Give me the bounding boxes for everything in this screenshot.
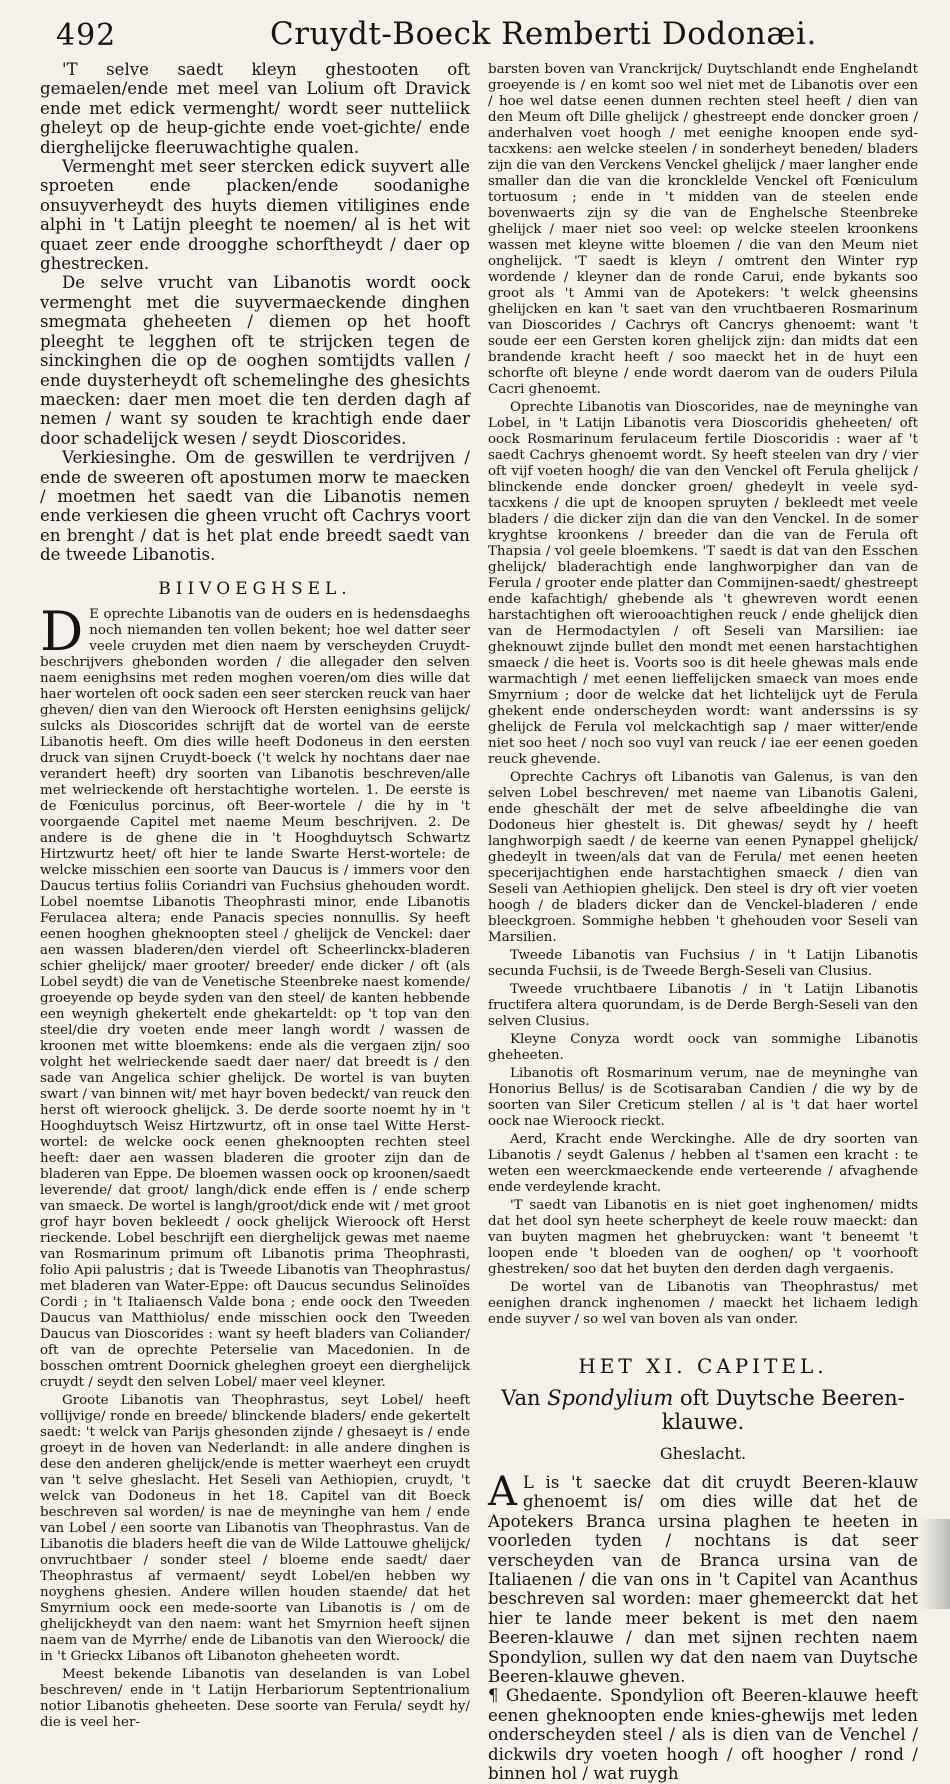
paragraph-wortel: De wortel van de Libanotis van Theophrastus/ met eenighen dranck inghenomen / maeckt het lichaem ledigh ende suyver / so wel van boven als van onder. (488, 1280, 918, 1327)
chapter-text: L is 't saecke dat dit cruydt Beeren-klauw ghenoemt is/ om dies wille dat het de Apotekers Branca ursina plaghen te heeten in voorleden tyden / nochtans is dat seer verscheyden van de Branca ursina van de Italiaenen / die van ons in 't Capitel van Acanthus beschreven sal worden: maer ghemeerckt dat het hier te lande meer bekent is met den naem Beeren-klauwe / dan met sijnen rechten naem Spondylion, sullen wy dat den naem van Duytsche Beeren-klauwe gheven. (488, 1473, 918, 1687)
paragraph-oprechte-libanotis: Oprechte Libanotis van Dioscorides, nae de meyninghe van Lobel, in 't Latijn Libanotis vera Dioscoridis gheheeten/ oft oock Rosmarinum ferulaceum fertile Dioscoridis : waer af 't saedt Cachrys ghenoemt wordt. Sy heeft steelen van dry / vier oft vijf voeten hoogh/ die van den Venckel oft Ferula ghelijck / blinckende ende doncker groen/ ghedeylt in veele syd-tacxkens / die upt de knoopen spruyten / bekleedt met veele bladers / die dicker zijn dan die van den Venckel. In de somer kryghtse kroonkens / breeder dan die van de Ferula oft Thapsia / vol geele bloemkens. 'T saedt is dat van den Esschen ghelijck/ bladerachtigh ende langhworpigher dan van de Ferula / grooter ende platter dan Commijnen-saedt/ ghestreept ende kafachtigh/ ghebende als 't ghewreven wordt eenen harstachtighen oft wierooachtighen reuck / ende ghelijck dien van de Hermodactylen / oft Seseli van Marsilien: iae gheknouwt zijnde bullet den mondt met eenen harstachtighen smaeck / die heet is. Voorts soo is dit heele ghewas mals ende warmachtigh / met eenen lieffelijcken smaeck van moes ende Smyrnium ; door de welcke dat het lichtelijck uyt de Ferula ghekent ende onderscheyden wordt: want anderssins is sy ghelijck de Ferula vol melckachtigh sap / maer witter/ende niet soo heet / noch soo vuyl van reuck / iae eer eenen goeden reuck ghevende. (488, 400, 918, 767)
page-number: 492 (56, 18, 117, 53)
paragraph-verkiesinghe: Verkiesinghe. Om de geswillen te verdrijven / ende de sweeren oft apostumen morw te maecken / moetmen het saedt van die Libanotis nemen ende verkiesen die gheen vrucht oft Cachrys voort en brenght / dat is het plat ende breedt saedt van de tweede Libanotis. (40, 448, 470, 565)
bijvoeghsel-heading: BIIVOEGHSEL. (158, 578, 352, 599)
paragraph-saedt: 'T saedt van Libanotis en is niet goet inghenomen/ midts dat het dool syn heete scherpheyt de keele rouw maeckt: dan van buyten magmen het ghebruycken: want 't beneemt 't loopen ende 't bloeden van de ooghen/ op 't voorhooft ghestreken/ soo dat het buyten den derden dagh vergaenis. (488, 1198, 918, 1277)
paragraph-meest-bekende: Meest bekende Libanotis van deselanden is van Lobel beschreven/ ende in 't Latijn Herbariorum Septentrionalium notior Libanotis gheheeten. Dese soorte van Ferula/ seydt hy/ die is veel her- (40, 1666, 470, 1730)
chapter-title-prefix: Van (501, 1386, 548, 1410)
page-edge-shadow (920, 1519, 950, 1609)
drop-cap-d: D (40, 599, 84, 663)
paragraph-kleyne-conyza: Kleyne Conyza wordt oock van sommighe Libanotis gheheeten. (488, 1032, 918, 1063)
paragraph-groote-libanotis: Groote Libanotis van Theophrastus, seyt Lobel/ heeft vollijvige/ ronde en breede/ blinckende bladers/ ende gekertelt saedt: 't welck van Parijs ghesonden zijnde / ghesaeyt is / ende groeyt in de hoven van Nederlandt: in alle andere dinghen is dese den anderen ghelijck/ende is metter waerheyt een cruydt van 't selve gheslacht. Het Seseli van Aethiopien, cruydt, 't welck van Dodoneus in het 18. Capitel van dit Boeck beschreven sal worden/ is nae de meyninghe van hem / ende van Lobel / een soorte van Libanotis van Theophrastus. Van de Libanotis die bladers heeft die van de Wilde Lattouwe ghelijck/ onvruchtbaer / sonder steel / bloeme ende saedt/ daer Theophrastus af vermaent/ seydt Lobel/en hebben wy noyghens ghesien. Andere willen houden staende/ dat het Smyrnium oock een mede-soorte van Libanotis is / om de ghelijckheydt van den naem: want het Smyrnion heeft sijnen naem van de Myrrhe/ ende de Libanotis van den Wieroock/ die in 't Grieckx Libanos oft Libanoton gheheeten wordt. (40, 1392, 470, 1664)
bijvoeghsel-paragraph (40, 599, 470, 1391)
paragraph-fruit: De selve vrucht van Libanotis wordt oock vermenght met die suyvermaeckende dinghen smegmata gheheeten / diemen op het hooft pleeght te legghen oft te strijcken tegen de sinckinghen die op de ooghen somtijdts vallen / ende duysterheydt oft schemelinghe des ghesichts maecken: daer men moet die ten derden dagh af nemen / want sy souden te krachtigh ende daer door schadelijck wesen / seydt Dioscorides. (40, 273, 470, 448)
paragraph-continued: barsten boven van Vranckrijck/ Duytschlandt ende Enghelandt groeyende is / en komt soo wel niet met de Libanotis over een / hoe wel datse eenen dunnen rechten steel heeft / dien van den Meum oft Dille ghelijck / ghestreept ende doncker groen / anderhalven voet hoogh / met eenighe knoopen ende syd-tacxkens: aen welcke steelen / in sonderheyt beneden/ bladers zijn die van den Verckens Venckel ghelijck / maer langher ende smaller dan die van die kroncklelde Venckel oft Fœniculum tortuosum ; ende in 't midden van de steelen ende bovenwaerts zijn sy die van de Enghelsche Steenbreke ghelijck / maer niet soo veel: op welcke steelen kroonkens wassen met kleyne witte bloemen / die van den Meum niet onghelijck. 'T saedt is kleyn / omtrent den Winter ryp wordende / kleyner dan de ronde Carui, ende bykants soo groot als 't Ammi van de Apotekers: 't welck gheensins ghelijcken en kan 't saet van den vruchtbaeren Rosmarinum van Dioscorides / Cachrys oft Cancrys ghenoemt: want 't soude eer een Gersten koren ghelijck zijn: dan midts dat een brandende kracht heeft / soo maeckt het in de huyt een schorfte oft bleyne / ende wordt daerom van de ouders Pilula Cacri ghenoemt. (488, 62, 918, 397)
chapter-title-italic: Spondylium (547, 1386, 674, 1410)
paragraph-oprechte-cachrys: Oprechte Cachrys oft Libanotis van Galenus, is van den selven Lobel beschreven/ met naeme van Libanotis Galeni, ende gheschält der met de selve afbeeldinghe die van Dodoneus hier ghestelt is. Dit ghewas/ seydt hy / heeft langhworpigh saedt / de keerne van eenen Pynappel ghelijck/ ghedeylt in tween/als dat van de Ferula/ met eenen heeten specerijachtighen ende harstachtighen smaeck / dien van Seseli van Aethiopien ghelijck. Den steel is dry oft vier voeten hoogh / de bladers dicker dan de Venckel-bladeren / ende bleeckgroen. Sommighe hebben 't ghehouden voor Seseli van Marsilien. (488, 770, 918, 945)
paragraph-rosmarinum-verum: Libanotis oft Rosmarinum verum, nae de meyninghe van Honorius Bellus/ is de Scotisaraban Candien / die wy by de soorten van Siler Creticum stellen / al is 't dat haer wortel oock nae Wieroock rieckt. (488, 1066, 918, 1129)
bijvoeghsel-text: E oprechte Libanotis van de ouders en is hedensdaeghs noch niemanden ten vollen bekent; hoe wel datter seer veele cruyden met dien naem by verscheyden Cruydt-beschrijvers ghebonden worden / die allegader den selven naem eenighsins met reden moghen voeren/om dies wille dat haer wortelen oft oock saden een seer stercken reuck van haer gheven/ dien van den Wieroock oft Hersten eenighsins gelijck/ sulcks als Dioscorides schrijft dat de wortel van de eerste Libanotis heeft. Om dies wille heeft Dodoneus in den eersten druck van sijnen Cruydt-boeck ('t welck hy nochtans daer nae verandert heeft) dry soorten van Libanotis beschreven/alle met welrieckende oft herstachtighe wortelen. 1. De eerste is de Fœniculus porcinus, oft Beer-wortele / die hy in 't voorgaende Capitel met naeme Meum beschrijven. 2. De andere is de ghene die in 't Hooghduytsch Schwartz Hirtzwurtz heet/ oft hier te lande Swarte Herst-wortele: de welcke misschien een soorte van Daucus is / immers voor den Daucus tertius foliis Coriandri van Fuchsius ghehouden wordt. Lobel noemtse Libanotis Theophrasti minor, ende Libanotis Ferulacea altera; ende Panacis species nonnullis. Sy heeft eenen hooghen gheknoopten steel / ghelijck de Venckel: daer aen wassen bladeren/den vierdel oft Scheerlinckx-bladeren schier ghelijck/ maer grooter/ breeder/ ende dicker / oft (als Lobel seydt) die van de Venetische Steenbreke naest komende/ groeyende op beyde syden van den steel/ de kanten hebbende een weynigh ghekertelt ende ghekarteldt: op 't top van den steel/die dry voeten ende meer langh wordt / wassen de kroonen met witte bloemkens: ende als die vergaen zijn/ soo volght het welrieckende saedt daer naer/ dat breedt is / den sade van Angelica schier ghelijck. De wortel is van buyten swart / van binnen wit/ met hayr boven bedeckt/ van reuck den herst oft wieroock ghelijck. 3. De derde soorte noemt hy in 't Hooghduytsch Weisz Hirtzwurtz, oft in onse tael Witte Herst-wortel: de welcke oock eenen gheknoopten rechten steel heeft: daer aen wassen bladeren die grooter zijn dan de bladeren van Eppe. De bloemen wassen oock op kroonen/saedt leverende/ dat groot/ langh/dick ende effen is / ende scherp van smaeck. De wortel is langh/groot/dick ende wit / met groot grof hayr boven bekleedt / oock ghelijck Wieroock oft Herst rieckende. Lobel beschrijft een dierghelijck gewas met naeme van Rosmarinum primum oft Libanotis prima Theophrasti, folio Apii palustris ; dat is Tweede Libanotis van Theophrastus/ met bladeren van Water-Eppe: oft Daucus secundus Selinoïdes Cordi ; in 't Italiaensch Valde bona ; ende oock den Tweeden Daucus van Matthiolus/ ende misschien oock den Tweeden Daucus van Dioscorides : want sy heeft bladers van Coliander/ oft van de oprechte Peterselie van Macedonien. In de bosschen omtrent Doornick gheleghen groeyt een dierghelijck cruydt / seydt den selven Lobel/ maer veel kleyner. (40, 606, 470, 1390)
paragraph-aerd-kracht: Aerd, Kracht ende Werckinghe. Alle de dry soorten van Libanotis / seydt Galenus / hebben al t'samen een kracht : te weten een weerckmaeckende ende verteerende / afvaghende ende verdeylende kracht. (488, 1132, 918, 1195)
gheslacht-heading: Gheslacht. (659, 1444, 747, 1463)
drop-cap-a: A (488, 1469, 517, 1515)
right-column (488, 60, 918, 1784)
running-title: Cruydt-Boeck Remberti Dodonæi. (270, 16, 817, 52)
paragraph-tweede-vruchtbaere: Tweede vruchtbaere Libanotis / in 't Latijn Libanotis fructifera altera quorundam, is de Derde Bergh-Seseli van den selven Clusius. (488, 982, 918, 1029)
chapter-title-suffix: oft Duytsche Beeren-klauwe. (661, 1386, 905, 1434)
chapter-paragraph (488, 1469, 918, 1687)
paragraph-seed-use: 'T selve saedt kleyn ghestooten oft gemaelen/ende met meel van Lolium oft Dravick ende met edick vermenght/ wordt seer nutteliick gheleyt op de heup-gichte ende voet-gichte/ ende dierghelijcke fleeruwachtighe qualen. (40, 60, 470, 157)
chapter-heading: HET XI. CAPITEL. (578, 1354, 828, 1378)
left-column (40, 60, 470, 1730)
page-header (0, 0, 950, 60)
chapter-title (488, 1386, 918, 1434)
paragraph-ghedaente: ¶ Ghedaente. Spondylion oft Beeren-klauwe heeft eenen gheknoopten ende knies-ghewijs met leden onderscheyden steel / als is dien van de Venchel / dickwils dry voeten hoogh / oft hoogher / rond / binnen hol / wat ruygh (488, 1686, 918, 1784)
paragraph-vinegar: Vermenght met seer stercken edick suyvert alle sproeten ende placken/ende soodanighe onsuyverheydt des huyts diemen vitiligines ende alphi in 't Latijn pleeght te noemen/ al is het wit quaet zeer ende droogghe schorftheydt / daer op ghestrecken. (40, 157, 470, 274)
paragraph-tweede-libanotis: Tweede Libanotis van Fuchsius / in 't Latijn Libanotis secunda Fuchsii, is de Tweede Bergh-Seseli van Clusius. (488, 948, 918, 979)
